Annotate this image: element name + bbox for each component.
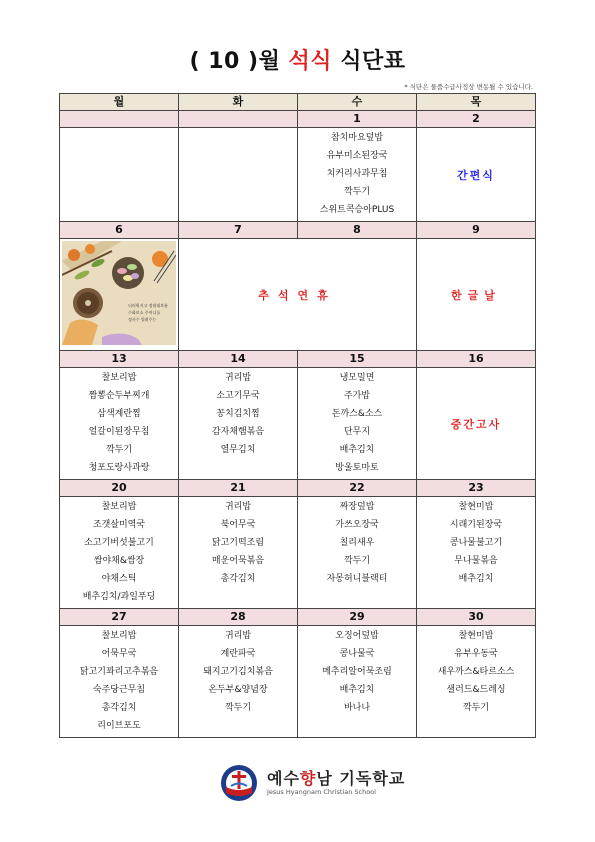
menu-item: 계란파국	[220, 649, 256, 659]
menu-item: 무나물볶음	[454, 556, 498, 566]
menu-change-notice: * 식단은 물품수급사정상 변동될 수 있습니다.	[404, 83, 533, 91]
menu-item: 배추김치/과일푸딩	[82, 592, 156, 602]
menu-item: 돼지고기김치볶음	[203, 667, 273, 677]
menu-item: 찰보리밥	[101, 502, 137, 512]
date-cell: 14	[179, 351, 298, 368]
empty-menu-cell	[60, 128, 179, 222]
menu-cell-oct-1	[298, 128, 417, 222]
hangul-day-label: 한글날	[417, 239, 536, 351]
date-cell: 29	[298, 609, 417, 626]
illustration-text: 수화보소 주머니를	[128, 310, 161, 315]
menu-cell-oct-28	[179, 626, 298, 738]
menu-item: 시래기된장국	[449, 520, 503, 530]
school-name-pre: 예수	[267, 769, 300, 788]
menu-item: 어묵무국	[101, 649, 137, 659]
menu-item: 닭고기떡조림	[211, 538, 265, 548]
menu-item: 칠리새우	[339, 538, 375, 548]
chuseok-holiday-label: 추석연휴	[179, 239, 417, 351]
menu-item: 배추김치	[458, 574, 494, 584]
menu-item: 열무김치	[220, 445, 256, 455]
menu-item: 총각김치	[101, 703, 137, 713]
menu-item: 오징어덮밥	[335, 631, 379, 641]
date-cell: 28	[179, 609, 298, 626]
page-title	[0, 44, 595, 75]
date-cell: 30	[417, 609, 536, 626]
menu-item: 배추김치	[339, 685, 375, 695]
menu-item: 냉모밀면	[339, 373, 375, 383]
menu-item: 소고기무국	[216, 391, 260, 401]
menu-cell-oct-23	[417, 497, 536, 609]
menu-item: 감자채햄볶음	[211, 427, 265, 437]
menu-cell-oct-20	[60, 497, 179, 609]
menu-cell-oct-13	[60, 368, 179, 480]
date-cell: 23	[417, 480, 536, 497]
menu-item: 방울토마토	[335, 463, 379, 473]
date-cell: 22	[298, 480, 417, 497]
school-name-nam: 남	[316, 769, 333, 788]
menu-item: 청포도랑사과랑	[88, 463, 150, 473]
date-cell: 7	[179, 222, 298, 239]
menu-table	[59, 93, 536, 738]
menu-item: 귀리밥	[224, 373, 252, 383]
school-name	[267, 766, 405, 789]
menu-item: 소고기버섯불고기	[84, 538, 154, 548]
title-rest: 식단표	[332, 49, 406, 74]
menu-cell-oct-27	[60, 626, 179, 738]
menu-item: 얼갈이된장무침	[88, 427, 150, 437]
date-cell: 13	[60, 351, 179, 368]
menu-item: 유부미소된장국	[326, 151, 388, 161]
menu-item: 귀리밥	[224, 502, 252, 512]
menu-item: 깍두기	[105, 445, 133, 455]
title-paren-close: )월	[239, 49, 289, 74]
menu-item: 새우까스&타르소스	[437, 667, 515, 677]
illustration-text: 정사수 열려주는	[128, 317, 157, 322]
menu-item: 유부우동국	[454, 649, 498, 659]
menu-item: 콩나물국	[339, 649, 375, 659]
title-month: 10	[208, 49, 240, 74]
date-cell: 15	[298, 351, 417, 368]
chuseok-illustration-cell	[60, 239, 179, 351]
menu-item: 야채스틱	[101, 574, 137, 584]
date-cell: 27	[60, 609, 179, 626]
date-cell: 8	[298, 222, 417, 239]
day-header-thu: 목	[417, 94, 536, 111]
menu-item: 찰현미밥	[458, 502, 494, 512]
menu-item: 자몽허니블랙티	[326, 574, 388, 584]
date-cell: 21	[179, 480, 298, 497]
menu-item: 찰보리밥	[101, 631, 137, 641]
menu-item: 짜장덮밥	[339, 502, 375, 512]
special-note-midterm: 중간고사	[417, 368, 536, 480]
menu-item: 깍두기	[462, 703, 490, 713]
menu-item: 돈까스&소스	[331, 409, 383, 419]
date-cell	[60, 111, 179, 128]
illustration-text: 더러워지고 정월대보름	[128, 303, 168, 308]
menu-cell-oct-30	[417, 626, 536, 738]
menu-item: 단무지	[343, 427, 371, 437]
menu-item: 리이브포도	[97, 721, 141, 731]
special-note-simple-meal: 간편식	[417, 128, 536, 222]
menu-cell-oct-15	[298, 368, 417, 480]
menu-item: 매운어묵볶음	[211, 556, 265, 566]
date-cell: 9	[417, 222, 536, 239]
school-name-hy: 향	[299, 769, 317, 788]
menu-item: 콩나물불고기	[449, 538, 503, 548]
menu-item: 참치마요덮밥	[330, 133, 384, 143]
menu-item: 메추리알어묵조림	[322, 667, 392, 677]
menu-item: 치커리사과무침	[326, 169, 388, 179]
title-highlight: 석식	[288, 49, 333, 74]
menu-cell-oct-29	[298, 626, 417, 738]
school-name-english: Jesus Hyangnam Christian School	[267, 788, 376, 796]
menu-item: 찰보리밥	[101, 373, 137, 383]
day-header-wed: 수	[298, 94, 417, 111]
menu-item: 바나나	[343, 703, 371, 713]
menu-item: 조갯살미역국	[92, 520, 146, 530]
menu-item: 온두부&양념장	[208, 685, 268, 695]
date-cell: 1	[298, 111, 417, 128]
menu-item: 샐러드&드레싱	[446, 685, 506, 695]
date-cell: 20	[60, 480, 179, 497]
day-header-mon: 월	[60, 94, 179, 111]
menu-item: 북어무국	[220, 520, 256, 530]
day-header-tue: 화	[179, 94, 298, 111]
menu-item: 깍두기	[224, 703, 252, 713]
menu-item: 짬뽕순두부찌개	[88, 391, 150, 401]
menu-item: 닭고기꽈리고추볶음	[79, 667, 159, 677]
menu-item: 쌈야채&쌈장	[93, 556, 145, 566]
menu-item: 배추김치	[339, 445, 375, 455]
menu-cell-oct-21	[179, 497, 298, 609]
menu-item: 가쓰오장국	[335, 520, 379, 530]
chuseok-illustration	[62, 241, 176, 345]
menu-item: 깍두기	[343, 556, 371, 566]
title-paren-open: (	[189, 49, 209, 74]
menu-item: 삼색계란찜	[97, 409, 141, 419]
date-cell: 16	[417, 351, 536, 368]
menu-item: 깍두기	[343, 187, 371, 197]
menu-item: 주가밥	[343, 391, 371, 401]
menu-item: 귀리밥	[224, 631, 252, 641]
menu-item: 스위트콕승아PLUS	[319, 205, 395, 215]
menu-item: 총각김치	[220, 574, 256, 584]
empty-menu-cell	[179, 128, 298, 222]
menu-item: 꽁치김치찜	[216, 409, 260, 419]
school-emblem-icon	[217, 763, 261, 803]
menu-item: 찰현미밥	[458, 631, 494, 641]
menu-cell-oct-14	[179, 368, 298, 480]
menu-cell-oct-22	[298, 497, 417, 609]
school-name-post: 기독학교	[332, 769, 406, 788]
school-logo	[213, 763, 406, 803]
date-cell	[179, 111, 298, 128]
date-cell: 2	[417, 111, 536, 128]
menu-item: 숙주당근무침	[92, 685, 146, 695]
date-cell: 6	[60, 222, 179, 239]
